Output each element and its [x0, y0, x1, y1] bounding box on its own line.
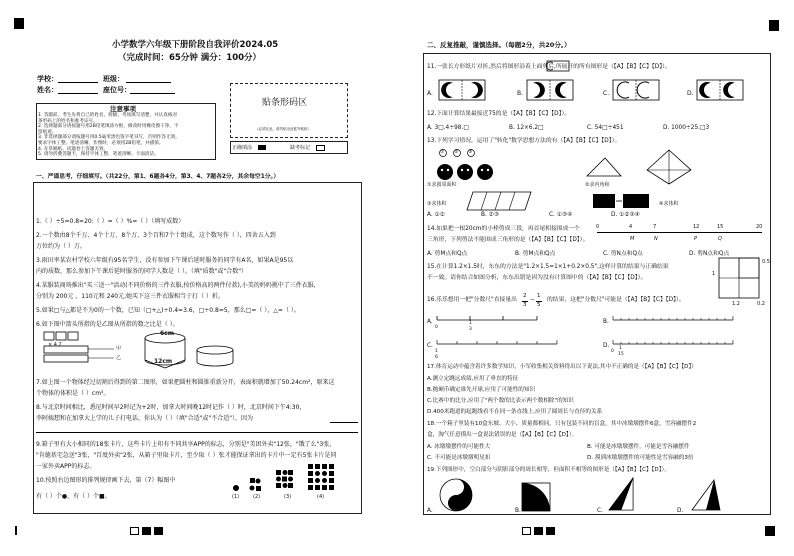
- notice-line: 2. 选择题部分请按题号用2B铅笔填涂方框，修改时用橡皮擦干净，不: [38, 124, 179, 130]
- question-4-line-1: 4.某服装商场推出"买三送一"活动(不同价格的三件衣服,按价格高的两件付款),小美的妈妈挑中了三件衣服,: [36, 282, 316, 289]
- pattern-label-1: (1): [232, 494, 240, 500]
- notice-line: 留痕迹。: [38, 129, 57, 135]
- question-8-line-1: 8.与北京时间相比，悉尼时间早2时记为+2时，加拿大时间晚12时记作（ ）时，北京时间下午4:30，: [36, 404, 306, 411]
- q14-number-line: [597, 232, 762, 233]
- notice-line: 要求字体工整、笔迹清晰。作图时，必须用2B铅笔，并描浓。: [38, 141, 164, 146]
- question-10-line-2: 有（ ）个●，有（ ）个■。: [36, 493, 111, 500]
- q18-option-c[interactable]: C. 不可能是冰墩墩明星扣: [427, 455, 491, 461]
- right-page: [397, 0, 794, 556]
- question-12: 12.下面计算结果最接近75的是（【A】【B】【C】【D】）。: [427, 111, 571, 117]
- q16-frac-den-2: 5: [537, 302, 541, 308]
- seat-label: 座位号：: [103, 86, 131, 94]
- label-yi: 乙: [116, 355, 122, 361]
- q15-area-figure: [719, 258, 767, 303]
- fill-example-label: 正确填涂: [232, 145, 253, 151]
- question-18-line-1: 18.一个箱子里装有10盒东坡、大小、质量都相同，只有包装不同的盲盒，其中冰墩墩摆件6盒，雪容融摆件2: [427, 421, 697, 427]
- dim-12cm: 12cm: [154, 358, 173, 365]
- q11-option-d-figure: [697, 80, 745, 102]
- q14-point-q: Q: [718, 236, 722, 242]
- q19-square-arc-figure: [522, 483, 552, 513]
- q17-option-d[interactable]: D.400米跑道的起跑线看不在同一条直线上,应用了圆周长与直径的关系: [427, 409, 603, 415]
- question-7-line-1: 7.如上图一个物体经过切割后得到的第二图形，如果把圆柱和圆锥重新分开，表面积就增加了50.24cm²，原来这: [36, 379, 335, 386]
- question-9-line-3: 一家外卖APP的标志。: [36, 463, 96, 470]
- notice-title: 注意事项: [110, 105, 136, 113]
- question-6: 6.如下图中箭头所指的是乙图从所指的数之比是（ ）。: [36, 321, 179, 328]
- q15-label-0-2: 0.2: [757, 301, 765, 307]
- dim-6cm: 6cm: [160, 330, 174, 337]
- section-2-heading: 二、反复推敲，谨慎选择。（每题2分，共20分。）: [427, 41, 571, 49]
- q14-tick-4: 4: [629, 224, 633, 230]
- fill-example-mark: [258, 145, 266, 150]
- q19-option-b[interactable]: B.: [515, 508, 521, 514]
- footer-marker: [546, 527, 555, 535]
- q13-option-a[interactable]: A. ①②: [427, 212, 445, 218]
- q16-a-tick-den: 3: [469, 327, 472, 332]
- question-11: 11.一张长方形纸片对折,然后将图形沿着上面剪后,所展开的所有图形是（【A】【B】【C】【D】）。: [427, 64, 671, 70]
- q14-option-a[interactable]: A. 剪M点和Q点: [427, 251, 468, 257]
- class-input[interactable]: [126, 82, 171, 83]
- q11-option-b-figure: [527, 80, 575, 102]
- footer-marker-box: [522, 527, 531, 535]
- name-label: 姓名：: [37, 86, 58, 94]
- question-6-figure-label: × 4 2: [48, 342, 62, 348]
- q14-tick-0: 0: [596, 224, 600, 230]
- q16-ruler-b: [613, 316, 733, 324]
- barcode-label: 贴条形码区: [262, 98, 308, 108]
- q16-minus: −: [530, 297, 535, 303]
- question-15-line-2: 不一致。请你结合如图分析，东东出错是因为没有计算图中的（【A】【B】【C】【D】）。: [427, 275, 647, 281]
- crop-mark: [15, 526, 17, 535]
- pattern-label-3: (3): [284, 494, 292, 500]
- barcode-note: （必须在此，请勿贴出此框外粘贴）: [255, 127, 311, 131]
- q13-sub-1: ①求圆周面积: [427, 182, 457, 188]
- q16-d-tick-0: 0: [611, 349, 614, 354]
- absent-mark-label: 缺考标记: [290, 145, 311, 151]
- q13-tangram-figure: [647, 150, 697, 185]
- q13-label-1: ①: [440, 149, 445, 155]
- q14-option-c[interactable]: C. 剪N点和Q点: [603, 251, 643, 257]
- q16-a-tick-num: 1: [469, 321, 472, 326]
- q13-cylinder-figure: [467, 190, 537, 212]
- footer-marker: [534, 527, 543, 535]
- q14-point-p: P: [694, 236, 698, 242]
- label-jia: 甲: [116, 346, 122, 352]
- q14-tick-15: 15: [717, 224, 724, 230]
- q11-option-a-figure: [439, 80, 487, 102]
- question-3-line-2: 内的质数，那么参加下午课后延时服务的同学人数是（ ）。（填"质数"或"合数"）: [36, 268, 247, 275]
- question-11-fold-figure: [547, 60, 573, 72]
- question-9-line-1: 9.箱子里有大小相同的18张卡片，这些卡片上印有不同共享APP的标志，分别是"美团外卖"12张，"饿了么"3张，: [36, 441, 336, 448]
- q16-d-tick-num: 1: [619, 346, 622, 351]
- q17-option-c[interactable]: C.比赛中的比分,应用了"两个数的比表示两个数相除"的知识: [427, 398, 574, 404]
- q12-option-d[interactable]: D. 1000÷25.□3: [663, 125, 710, 131]
- answer-line[interactable]: [330, 422, 358, 423]
- question-16-line-2: 的结果，这把"分数尺"可能是（【A】【B】【C】【D】）。: [547, 297, 685, 303]
- q16-c-tick-den: 6: [435, 355, 438, 360]
- q13-triangle-figure: [587, 158, 622, 178]
- corner-marker: [765, 526, 775, 536]
- q16-option-a[interactable]: A.: [427, 319, 433, 325]
- section-1-heading: 一、严谨思考，仔细填写。（共22分，第1、6题各4分，第3、4、7题各2分，其余每空1分。）: [36, 174, 280, 180]
- question-18-line-2: 盒，淘气任意摸出一盒说法错误的是（【A】【B】【C】【D】）。: [427, 432, 578, 438]
- q19-kite-figure: [692, 480, 722, 512]
- q14-point-n: N: [654, 236, 658, 242]
- q17-option-b[interactable]: B.抛硬币确定谁先开球,应用了可能性的知识: [427, 387, 536, 393]
- q15-label-1: 1: [712, 271, 716, 277]
- question-2-line-2: 万位约为（ ）万。: [36, 243, 86, 250]
- pattern-label-2: (2): [253, 494, 261, 500]
- q13-option-c[interactable]: C. ①③④: [549, 212, 573, 218]
- q16-option-b[interactable]: B.: [603, 319, 609, 325]
- corner-marker: [14, 18, 24, 29]
- q16-ruler-d: [613, 340, 733, 348]
- pattern-label-4: (4): [317, 494, 325, 500]
- q13-volume-figure: [593, 190, 653, 212]
- footer-marker: [142, 527, 151, 535]
- q16-frac-den-1: 3: [523, 302, 527, 308]
- q12-option-c[interactable]: C. 54□÷451: [587, 125, 624, 131]
- q16-ruler-a: [437, 316, 537, 324]
- q13-option-d[interactable]: D. ①②③④: [611, 212, 640, 218]
- corner-marker: [769, 20, 779, 31]
- notice-line: 3. 非选择题部分请按题号用0.5毫米黑色签字笔书写，否则作答无效。: [38, 135, 180, 141]
- q14-option-d[interactable]: D. 剪N点和Q点: [689, 251, 730, 257]
- question-3-line-1: 3.雨田率某农村学校六年级有95名学生，没有参加下午课后延时服务的同学有A名，如果A是95以: [36, 257, 294, 264]
- school-label: 学校：: [37, 75, 58, 83]
- q19-triangle-figure: [605, 478, 635, 512]
- q11-option-c-figure: [613, 80, 661, 102]
- question-1: 1.（ ）÷5=0.8=20:（ ）=（ ）%=（ ）（填写成数）: [36, 218, 185, 225]
- q13-label-3: ③: [468, 149, 473, 155]
- answer-line[interactable]: [36, 432, 358, 433]
- q16-frac-num-2: 1: [537, 293, 541, 299]
- question-14-line-2: 三角形，下列剪法不能围成三角形的是（【A】【B】【C】【D】）。: [427, 237, 589, 243]
- q19-option-a[interactable]: A.: [427, 508, 433, 514]
- question-10-line-1: 10.按照右边图形的排列规律画下去，第（7）幅图中: [36, 477, 176, 484]
- question-7-line-2: 个物体的体积是（ ）cm³。: [36, 390, 110, 397]
- q18-option-b[interactable]: B. 可能是冰墩墩摆件，可能是雪容融摆件: [587, 444, 690, 450]
- seat-input[interactable]: [130, 93, 175, 94]
- question-9-line-2: "肯德基宅急送"3张，"百度外卖"2张，从箱子里取卡片，至少取（ ）张才能保证拿出的卡片中一定有5张卡片是同: [36, 452, 337, 459]
- q16-a-tick-0: 0: [435, 325, 438, 330]
- q12-option-b[interactable]: B. 12×6.2□: [509, 125, 544, 131]
- page-title: 小学数学六年级下册阶段自我评价2024.05: [112, 40, 279, 50]
- q11-option-a[interactable]: A.: [427, 90, 433, 97]
- class-label: 班级：: [103, 75, 124, 83]
- q13-sub-2: ②求内角和: [585, 182, 610, 188]
- name-input[interactable]: [58, 93, 98, 94]
- notice-line: 5. 请勿折叠答题卡，保持字体工整、笔迹清晰、卡面清洁。: [38, 152, 159, 158]
- q18-option-a[interactable]: A. 冰墩墩摆件的可能性大: [427, 444, 491, 450]
- q16-ruler-c: [437, 340, 557, 348]
- q14-tick-7: 7: [653, 224, 657, 230]
- q16-option-d[interactable]: D.: [603, 343, 610, 349]
- question-14-line-1: 14.如果把一根20cm的小棒剪成三段，再首尾相接围成一个: [427, 226, 580, 232]
- q18-option-d[interactable]: D. 摸到冰墩墩摆件的可能性是雪容融的3倍: [587, 455, 694, 461]
- question-2-line-1: 2.一个数由8个千万、4个十万、8个万、3个百和7个十组成，这个数写作（ ），四舍五入到: [36, 232, 276, 239]
- q19-option-c[interactable]: C.: [597, 508, 603, 514]
- q16-frac-num-1: 2: [523, 293, 527, 299]
- question-16-line-1: 16.乐乐想用一把"分数尺"直接量出: [427, 297, 517, 303]
- q19-option-d[interactable]: D.: [677, 508, 684, 514]
- question-15-line-1: 15.在计算1.2×1.5时，东东的方法是"1.2×1.5=1×1+0.2×0.5",这样计算的结果与正确结果: [427, 264, 669, 270]
- footer-marker: [154, 527, 163, 535]
- school-input[interactable]: [58, 82, 98, 83]
- question-17: 17.体育运动中蕴含着许多数学知识，小军收集相关资料得出以下说法,其中不正确的是（【A】【B】【C】【D】）: [427, 364, 697, 370]
- question-13: 13.下列学习情况，运用了"转化"数学思想方法的有（【A】【B】【C】【D】）。: [427, 138, 621, 144]
- question-8-line-2: 李阿姨想和在加拿大上学的儿子打电话，你认为（ ）（填"合适"或"不合适"），因为: [36, 415, 253, 422]
- q13-sub-4: ④求体积: [659, 201, 679, 207]
- q11-option-b[interactable]: B.: [517, 90, 524, 97]
- q14-tick-12: 12: [693, 224, 700, 230]
- q11-option-c[interactable]: C.: [603, 90, 610, 97]
- q16-c-tick-num: 1: [435, 349, 438, 354]
- q14-point-m: M: [630, 236, 635, 242]
- q16-option-c[interactable]: C.: [427, 343, 433, 349]
- q16-d-tick-den: 15: [618, 352, 624, 357]
- q11-option-d[interactable]: D.: [687, 90, 694, 97]
- q19-yinyang-figure: [439, 478, 473, 512]
- notice-line: 1. 答题前，考生先将自己的姓名、班级、考场填写清楚，并认真核对: [38, 113, 178, 118]
- q14-option-b[interactable]: B. 剪M点和Q点: [515, 251, 556, 257]
- question-10-pattern-figure: [232, 462, 352, 507]
- footer-marker-box: [130, 527, 139, 535]
- q14-tick-20: 20: [756, 224, 763, 230]
- q12-option-a[interactable]: A. 3□.4÷98.□: [427, 125, 469, 131]
- q13-sub-3: ③求体积: [427, 201, 447, 207]
- q15-label-0-5: 0.5: [762, 259, 770, 265]
- q13-option-b[interactable]: B. ②③: [481, 212, 500, 218]
- q13-label-2: ②: [454, 149, 459, 155]
- q17-option-a[interactable]: A.测立定跳远成绩,应用了垂直的特征: [427, 376, 519, 382]
- notice-line: 条形码上的姓名和准考证号。: [38, 118, 98, 124]
- question-4-line-2: 分别为 200元 、110元和 240元,她买下这三件衣服相当于打（ ）折。: [36, 293, 224, 300]
- page-subtitle: （完成时间：65分钟 满分：100分）: [118, 53, 262, 63]
- question-19: 19.下列图形中，空白部分与阴影部分的周长相等，但面积不相等的图形是（【A】【B】【C】【D】）。: [427, 467, 670, 473]
- notice-line: 4. 在草稿纸、试题卷上答题无效。: [38, 146, 109, 152]
- absent-checkbox[interactable]: [316, 145, 325, 151]
- question-5: 5.如果□与△都是不为0的一个数，已知（□+△)÷0.4=3.6，□÷0.8=5，那么□=（ ），△=（ ）。: [36, 307, 300, 314]
- q15-label-1-2: 1.2: [732, 301, 740, 307]
